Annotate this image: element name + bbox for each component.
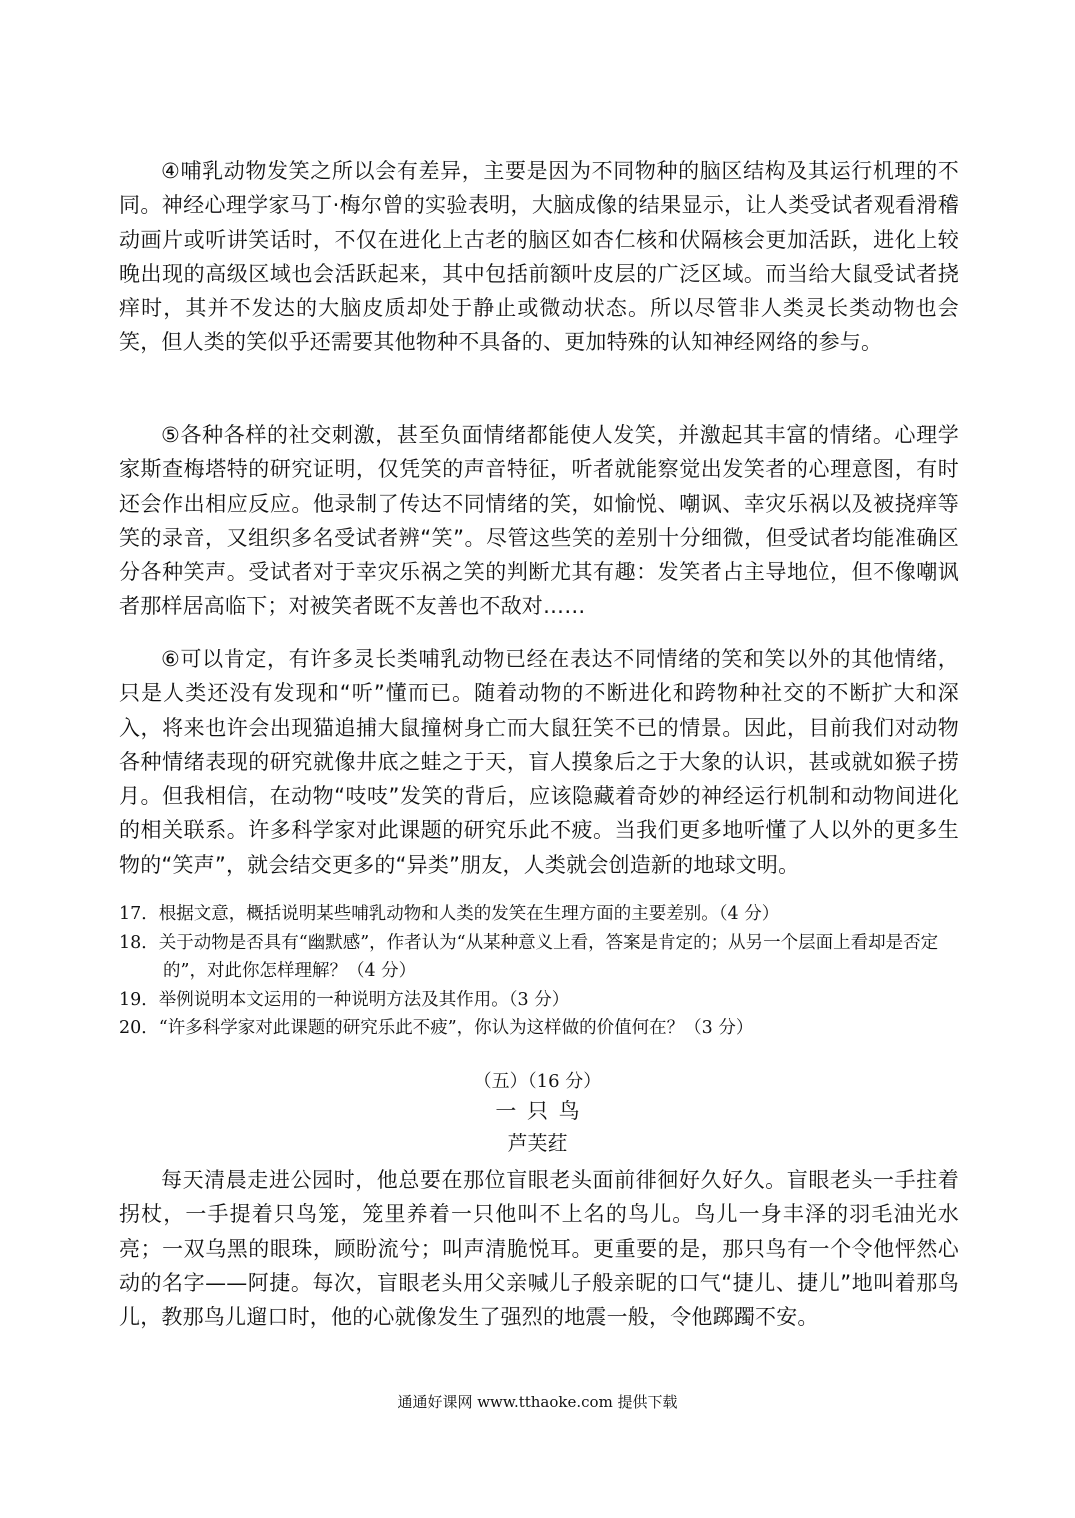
article-paragraph-6: ⑥可以肯定，有许多灵长类哺乳动物已经在表达不同情绪的笑和笑以外的其他情绪，只是人类还没有发现和“听”懂而已。随着动物的不断进化和跨物种社交的不断扩大和深入，将来也许会出现猫追捕大鼠撞树身亡而大鼠狂笑不已的情景。因此，目前我们对动物各种情绪表现的研究就像井底之蛙之于天，盲人摸象后之于大象的认识，甚或就如猴子捞月。但我相信，在动物“吱吱”发笑的背后，应该隐藏着奇妙的神经运行机制和动物间进化的相关联系。许多科学家对此课题的研究乐此不疲。当我们更多地听懂了人以外的更多生物的“笑声”，就会结交更多的“异类”朋友，人类就会创造新的地球文明。 [119,647,959,877]
section-heading: （五）（16 分） [473,1071,602,1092]
article-paragraph-5: ⑤各种各样的社交刺激，甚至负面情绪都能使人发笑，并激起其丰富的情绪。心理学家斯查梅塔特的研究证明，仅凭笑的声音特征，听者就能察觉出发笑者的心理意图，有时还会作出相应反应。他录制了传达不同情绪的笑，如愉悦、嘲讽、幸灾乐祸以及被挠痒等笑的录音，又组织多名受试者辨“笑”。尽管这些笑的差别十分细微，但受试者均能准确区分各种笑声。受试者对于幸灾乐祸之笑的判断尤其有趣：发笑者占主导地位，但不像嘲讽者那样居高临下；对被笑者既不友善也不敌对…… [119,423,959,619]
question-list [119,900,959,1043]
question-20: 20．“许多科学家对此课题的研究乐此不疲”，你认为这样做的价值何在？（3 分） [119,1018,754,1039]
question-19: 19．举例说明本文运用的一种说明方法及其作用。（3 分） [119,989,570,1010]
page-footer: 通通好课网 www.tthaoke.com 提供下载 [397,1393,678,1411]
story-title: 一 只 鸟 [495,1099,580,1123]
question-17: 17．根据文意，概括说明某些哺乳动物和人类的发笑在生理方面的主要差别。（4 分） [119,904,780,924]
article-paragraph-4: ④哺乳动物发笑之所以会有差异，主要是因为不同物种的脑区结构及其运行机理的不同。神经心理学家马丁·梅尔曾的实验表明，大脑成像的结果显示，让人类受试者观看滑稽动画片或听讲笑话时，不仅在进化上古老的脑区如杏仁核和伏隔核会更加活跃，进化上较晚出现的高级区域也会活跃起来，其中包括前额叶皮层的广泛区域。而当给大鼠受试者挠痒时，其并不发达的大脑皮质却处于静止或微动状态。所以尽管非人类灵长类动物也会笑，但人类的笑似乎还需要其他物种不具备的、更加特殊的认知神经网络的参与。 [119,159,959,355]
question-18: 18．关于动物是否具有“幽默感”，作者认为“从某种意义上看，答案是肯定的；从另一个层面上看却是否定的”，对此你怎样理解？（4 分） [119,932,939,982]
story-paragraph-1: 每天清晨走进公园时，他总要在那位盲眼老头面前徘徊好久好久。盲眼老头一手拄着拐杖，一手提着只鸟笼，笼里养着一只他叫不上名的鸟儿。鸟儿一身丰泽的羽毛油光水亮；一双乌黑的眼珠，顾盼流兮；叫声清脆悦耳。更重要的是，那只鸟有一个令他怦然心动的名字——阿捷。每次，盲眼老头用父亲喊儿子般亲昵的口气“捷儿、捷儿”地叫着那鸟儿，教那鸟儿遛口时，他的心就像发生了强烈的地震一般，令他踯躅不安。 [119,1168,959,1330]
story-author: 芦芙荭 [507,1131,568,1155]
